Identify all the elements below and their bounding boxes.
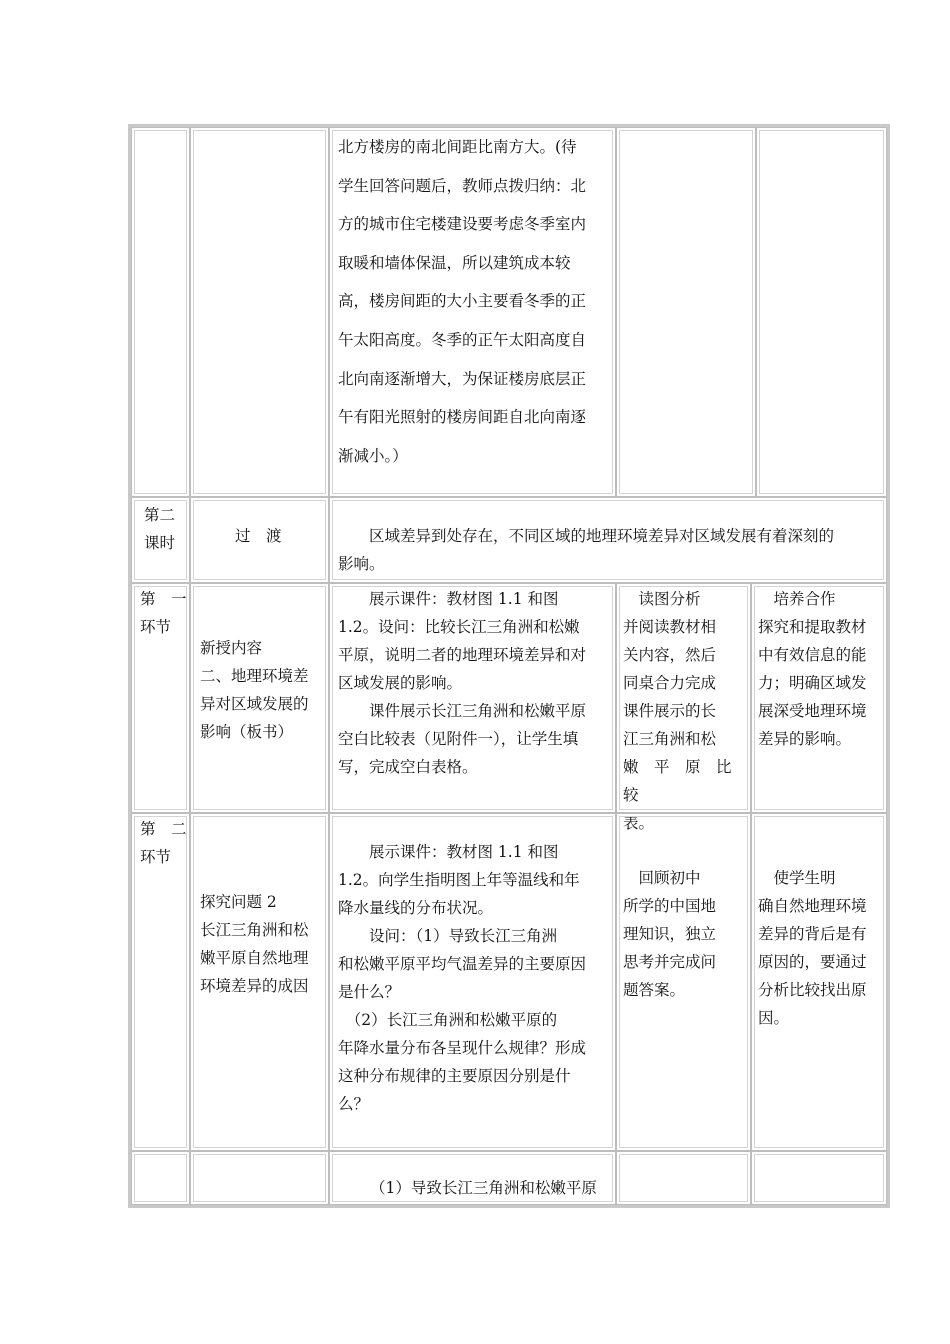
text-line: 差异的影响。 bbox=[758, 730, 852, 748]
text-line: 嫩平原自然地理 bbox=[200, 949, 309, 967]
table-row bbox=[131, 127, 887, 497]
table-cell bbox=[190, 497, 329, 583]
table-cell bbox=[190, 1151, 329, 1205]
table-cell bbox=[131, 127, 190, 497]
table-row bbox=[131, 497, 887, 583]
text-line: 中有效信息的能 bbox=[758, 646, 867, 664]
cell-text bbox=[200, 888, 309, 1000]
text-line: 和松嫩平原平均气温差异的主要原因 bbox=[338, 955, 587, 973]
text-line: 探究问题 2 bbox=[200, 893, 277, 911]
text-line: 区域差异到处存在，不同区域的地理环境差异对区域发展有着深刻的 bbox=[338, 527, 835, 545]
text-line: 影响。 bbox=[338, 555, 385, 573]
table-cell bbox=[751, 813, 887, 1151]
text-line: 题答案。 bbox=[623, 981, 686, 999]
text-line: 分析比较找出原 bbox=[758, 981, 867, 999]
table-cell bbox=[616, 583, 751, 832]
text-line: 第 二 bbox=[140, 820, 187, 838]
table-cell bbox=[751, 583, 887, 813]
table-cell bbox=[329, 127, 616, 497]
text-line: 展示课件：教材图 1.1 和图 bbox=[338, 843, 559, 861]
cell-text bbox=[144, 501, 175, 557]
text-line: 午太阳高度。冬季的正午太阳高度自 bbox=[338, 330, 587, 349]
text-line: 1.2。设问：比较长江三角洲和松嫩 bbox=[338, 618, 580, 636]
text-line: 区域发展的影响。 bbox=[338, 674, 463, 692]
cell-text bbox=[623, 585, 750, 837]
text-line: 是什么？ bbox=[338, 983, 401, 1001]
table-cell bbox=[131, 497, 190, 583]
text-line: 环节 bbox=[140, 848, 172, 866]
text-line: 新授内容 bbox=[200, 639, 263, 657]
text-line: 理知识，独立 bbox=[623, 925, 717, 943]
cell-paragraph bbox=[338, 522, 883, 578]
text-line: 环节 bbox=[140, 618, 172, 636]
cell-text: （1）导致长江三角洲和松嫩平原 bbox=[370, 1179, 597, 1197]
text-line: 北向南逐渐增大，为保证楼房底层正 bbox=[338, 369, 587, 388]
cell-paragraph bbox=[338, 585, 610, 781]
text-line: 课件展示的长 bbox=[623, 702, 717, 720]
cell-text bbox=[140, 815, 187, 871]
table-cell bbox=[616, 813, 751, 1151]
cell-text: 过 渡 bbox=[235, 527, 282, 545]
table-cell bbox=[756, 127, 887, 497]
text-line: 确自然地理环境 bbox=[758, 897, 867, 915]
text-line: 降水量线的分布状况。 bbox=[338, 899, 494, 917]
cell-text bbox=[623, 864, 716, 1004]
cell-paragraph bbox=[338, 838, 610, 1118]
text-line: 思考并完成问 bbox=[623, 953, 717, 971]
text-line: 展示课件：教材图 1.1 和图 bbox=[338, 590, 559, 608]
table-row bbox=[131, 1151, 887, 1205]
text-line: 午有阳光照射的楼房间距自北向南逐 bbox=[338, 408, 587, 427]
text-line: 回顾初中 bbox=[623, 869, 701, 887]
text-line: 写，完成空白表格。 bbox=[338, 758, 478, 776]
text-line: 年降水量分布各呈现什么规律？形成 bbox=[338, 1039, 587, 1057]
text-line: 因。 bbox=[758, 1009, 790, 1027]
text-line: 环境差异的成因 bbox=[200, 977, 309, 995]
text-line: 渐减小。） bbox=[338, 446, 408, 465]
table-cell bbox=[329, 583, 616, 813]
text-line: 二、地理环境差 bbox=[200, 667, 309, 685]
text-line: 使学生明 bbox=[758, 869, 836, 887]
text-line: 1.2。向学生指明图上年等温线和年 bbox=[338, 871, 580, 889]
table-cell bbox=[190, 583, 329, 813]
text-line: 课时 bbox=[144, 534, 176, 552]
cell-text bbox=[758, 585, 867, 753]
text-line: 异对区域发展的 bbox=[200, 695, 309, 713]
text-line: （2）长江三角洲和松嫩平原的 bbox=[338, 1011, 558, 1029]
text-line: 平原，说明二者的地理环境差异和对 bbox=[338, 646, 587, 664]
text-line: 所学的中国地 bbox=[623, 897, 717, 915]
text-line: 同桌合力完成 bbox=[623, 674, 717, 692]
text-line: 并阅读教材相 bbox=[623, 618, 717, 636]
text-line: 第二 bbox=[144, 506, 176, 524]
text-line: 设问：（1）导致长江三角洲 bbox=[338, 927, 558, 945]
table-row bbox=[131, 813, 887, 1151]
text-line: 培养合作 bbox=[758, 590, 836, 608]
text-line: 表。 bbox=[623, 814, 655, 832]
text-line: 探究和提取教材 bbox=[758, 618, 867, 636]
text-line: 原因的，要通过 bbox=[758, 953, 867, 971]
text-line: 学生回答问题后，教师点拨归纳：北 bbox=[338, 176, 587, 195]
text-line: 影响（板书） bbox=[200, 723, 294, 741]
text-line: 力；明确区域发 bbox=[758, 674, 867, 692]
text-line: 这种分布规律的主要原因分别是什 bbox=[338, 1067, 571, 1085]
text-line: 江三角洲和松 bbox=[623, 730, 717, 748]
text-line: 么？ bbox=[338, 1095, 370, 1113]
text-line: 嫩 平 原 比 较 bbox=[623, 758, 748, 804]
table-cell bbox=[131, 1151, 190, 1205]
text-line: 空白比较表（见附件一），让学生填 bbox=[338, 730, 579, 748]
text-line: 课件展示长江三角洲和松嫩平原 bbox=[338, 702, 587, 720]
text-line: 北方楼房的南北间距比南方大。(待 bbox=[338, 138, 577, 156]
text-line: 读图分析 bbox=[623, 590, 701, 608]
table-cell bbox=[190, 127, 329, 497]
text-line: 取暖和墙体保温，所以建筑成本较 bbox=[338, 253, 571, 272]
table-cell bbox=[131, 813, 190, 1151]
table-cell bbox=[329, 497, 887, 583]
table-cell bbox=[329, 1151, 616, 1205]
text-line: 关内容，然后 bbox=[623, 646, 717, 664]
text-line: 高，楼房间距的大小主要看冬季的正 bbox=[338, 292, 587, 311]
table-cell bbox=[616, 1151, 751, 1205]
cell-text bbox=[758, 864, 867, 1032]
table-cell bbox=[190, 813, 329, 1151]
cell-text bbox=[200, 634, 309, 746]
text-line: 差异的背后是有 bbox=[758, 925, 867, 943]
table-cell bbox=[329, 813, 616, 1151]
text-line: 第 一 bbox=[140, 590, 187, 608]
text-line: 长江三角洲和松 bbox=[200, 921, 309, 939]
table-cell bbox=[131, 583, 190, 813]
text-line: 展深受地理环境 bbox=[758, 702, 867, 720]
cell-text bbox=[140, 585, 187, 641]
text-line: 方的城市住宅楼建设要考虑冬季室内 bbox=[338, 215, 587, 234]
cell-paragraph bbox=[338, 128, 610, 475]
table-cell bbox=[751, 1151, 887, 1205]
table-cell bbox=[616, 127, 756, 497]
